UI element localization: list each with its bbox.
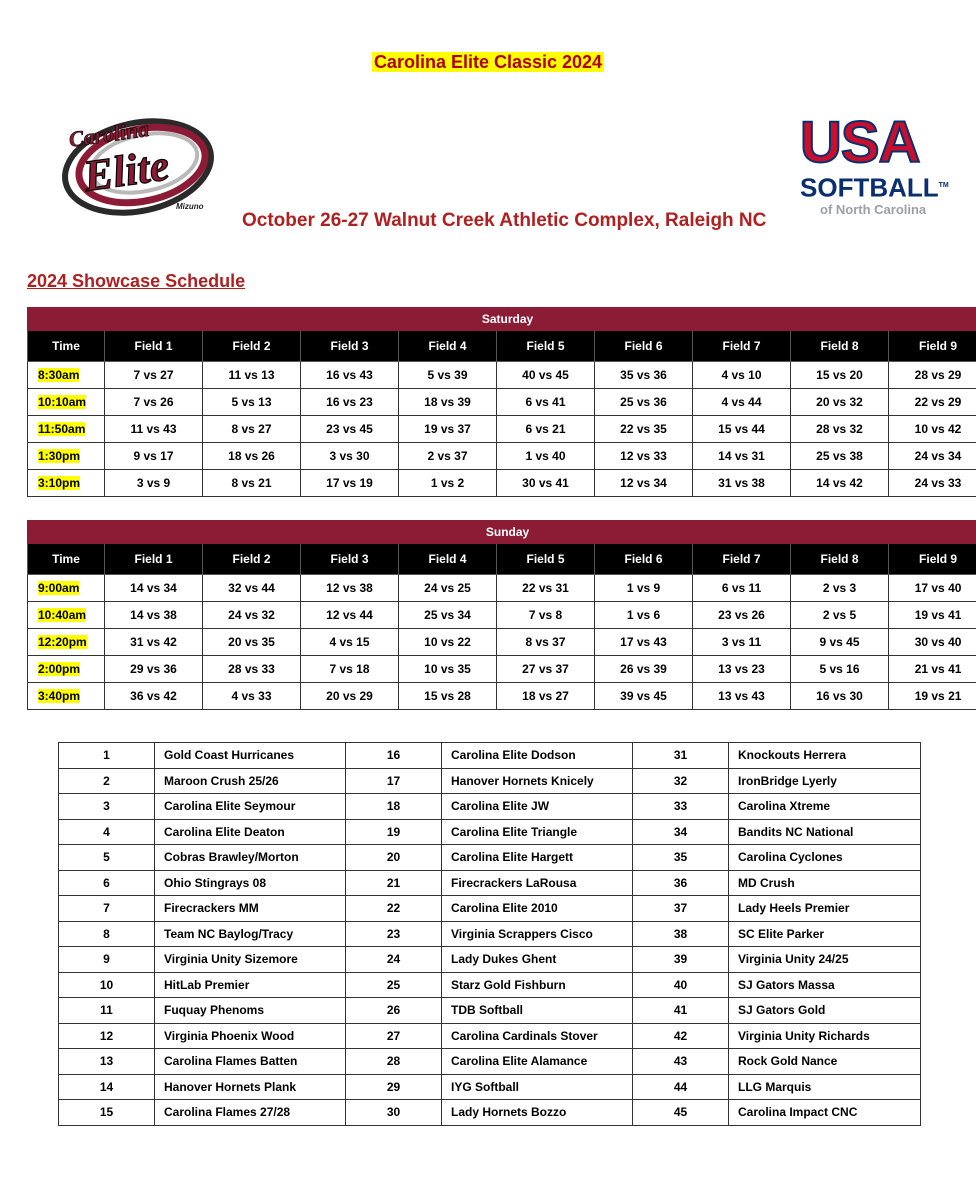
team-name: Team NC Baylog/Tracy xyxy=(155,921,346,947)
team-name: Hanover Hornets Plank xyxy=(155,1074,346,1100)
logo-maker: Mizuno xyxy=(176,202,204,211)
saturday-time-cell xyxy=(28,470,105,497)
saturday-column-header: Field 6 xyxy=(595,331,693,362)
saturday-matchup-cell: 19 vs 37 xyxy=(399,416,497,443)
team-row xyxy=(59,819,921,845)
saturday-matchup-cell: 12 vs 33 xyxy=(595,443,693,470)
sunday-time-cell xyxy=(28,602,105,629)
sunday-matchup-cell: 20 vs 35 xyxy=(203,629,301,656)
usa-softball-logo xyxy=(800,110,950,224)
sunday-time-cell xyxy=(28,656,105,683)
team-number: 39 xyxy=(633,947,729,973)
team-number: 14 xyxy=(59,1074,155,1100)
saturday-matchup-cell: 6 vs 41 xyxy=(497,389,595,416)
team-number: 8 xyxy=(59,921,155,947)
sunday-matchup-cell: 27 vs 37 xyxy=(497,656,595,683)
saturday-column-header: Field 2 xyxy=(203,331,301,362)
sunday-matchup-cell: 30 vs 40 xyxy=(889,629,976,656)
saturday-matchup-cell: 7 vs 26 xyxy=(105,389,203,416)
saturday-game-row xyxy=(28,443,976,470)
saturday-matchup-cell: 24 vs 34 xyxy=(889,443,976,470)
saturday-header-row xyxy=(28,331,976,362)
team-number: 34 xyxy=(633,819,729,845)
sunday-matchup-cell: 14 vs 38 xyxy=(105,602,203,629)
sunday-matchup-cell: 31 vs 42 xyxy=(105,629,203,656)
saturday-game-row xyxy=(28,362,976,389)
sunday-matchup-cell: 8 vs 37 xyxy=(497,629,595,656)
sunday-matchup-cell: 39 vs 45 xyxy=(595,683,693,710)
team-row xyxy=(59,794,921,820)
saturday-time-cell xyxy=(28,443,105,470)
team-row xyxy=(59,870,921,896)
team-name: SJ Gators Massa xyxy=(729,972,921,998)
team-name: Virginia Scrappers Cisco xyxy=(442,921,633,947)
team-number: 11 xyxy=(59,998,155,1024)
sunday-time-cell xyxy=(28,575,105,602)
usa-word: USA xyxy=(800,110,920,175)
saturday-matchup-cell: 15 vs 20 xyxy=(791,362,889,389)
team-name: Hanover Hornets Knicely xyxy=(442,768,633,794)
saturday-matchup-cell: 23 vs 45 xyxy=(301,416,399,443)
saturday-matchup-cell: 7 vs 27 xyxy=(105,362,203,389)
team-name: Firecrackers LaRousa xyxy=(442,870,633,896)
sunday-matchup-cell: 10 vs 22 xyxy=(399,629,497,656)
saturday-column-header: Field 3 xyxy=(301,331,399,362)
saturday-time-cell xyxy=(28,389,105,416)
saturday-matchup-cell: 40 vs 45 xyxy=(497,362,595,389)
sunday-column-header: Time xyxy=(28,544,105,575)
sunday-matchup-cell: 1 vs 6 xyxy=(595,602,693,629)
saturday-schedule-table xyxy=(27,307,976,497)
team-number: 10 xyxy=(59,972,155,998)
team-name: Carolina Cardinals Stover xyxy=(442,1023,633,1049)
sunday-game-row xyxy=(28,575,976,602)
time-label: 3:40pm xyxy=(38,689,81,703)
usa-subtitle: of North Carolina xyxy=(820,201,927,217)
schedule-heading: 2024 Showcase Schedule xyxy=(27,271,246,291)
logo-word-carolina: Carolina xyxy=(67,115,151,152)
saturday-matchup-cell: 18 vs 26 xyxy=(203,443,301,470)
team-name: Virginia Unity Richards xyxy=(729,1023,921,1049)
saturday-matchup-cell: 6 vs 21 xyxy=(497,416,595,443)
sunday-day-label: Sunday xyxy=(28,521,976,544)
sunday-matchup-cell: 4 vs 33 xyxy=(203,683,301,710)
team-number: 36 xyxy=(633,870,729,896)
softball-word: SOFTBALL xyxy=(800,172,939,203)
sunday-column-header: Field 7 xyxy=(693,544,791,575)
team-name: Carolina Elite Hargett xyxy=(442,845,633,871)
saturday-time-cell xyxy=(28,416,105,443)
team-number: 16 xyxy=(346,743,442,769)
sunday-matchup-cell: 4 vs 15 xyxy=(301,629,399,656)
saturday-matchup-cell: 18 vs 39 xyxy=(399,389,497,416)
team-number: 19 xyxy=(346,819,442,845)
team-row xyxy=(59,1049,921,1075)
sunday-matchup-cell: 12 vs 44 xyxy=(301,602,399,629)
team-row xyxy=(59,947,921,973)
team-row xyxy=(59,972,921,998)
sunday-matchup-cell: 26 vs 39 xyxy=(595,656,693,683)
sunday-column-header: Field 9 xyxy=(889,544,976,575)
team-name: Knockouts Herrera xyxy=(729,743,921,769)
sunday-matchup-cell: 7 vs 8 xyxy=(497,602,595,629)
saturday-matchup-cell: 31 vs 38 xyxy=(693,470,791,497)
team-number: 26 xyxy=(346,998,442,1024)
sunday-column-header: Field 1 xyxy=(105,544,203,575)
saturday-matchup-cell: 8 vs 21 xyxy=(203,470,301,497)
team-name: MD Crush xyxy=(729,870,921,896)
sunday-matchup-cell: 10 vs 35 xyxy=(399,656,497,683)
saturday-matchup-cell: 1 vs 2 xyxy=(399,470,497,497)
saturday-matchup-cell: 25 vs 36 xyxy=(595,389,693,416)
sunday-matchup-cell: 16 vs 30 xyxy=(791,683,889,710)
team-name: SJ Gators Gold xyxy=(729,998,921,1024)
sunday-matchup-cell: 21 vs 41 xyxy=(889,656,976,683)
team-row xyxy=(59,896,921,922)
team-number: 2 xyxy=(59,768,155,794)
time-label: 8:30am xyxy=(38,368,80,382)
team-number: 24 xyxy=(346,947,442,973)
team-row xyxy=(59,1100,921,1126)
team-name: SC Elite Parker xyxy=(729,921,921,947)
team-number: 23 xyxy=(346,921,442,947)
team-name: Carolina Elite Dodson xyxy=(442,743,633,769)
sunday-matchup-cell: 12 vs 38 xyxy=(301,575,399,602)
saturday-column-header: Field 5 xyxy=(497,331,595,362)
saturday-game-row xyxy=(28,416,976,443)
team-list-table xyxy=(58,742,921,1126)
saturday-column-header: Field 4 xyxy=(399,331,497,362)
team-number: 43 xyxy=(633,1049,729,1075)
team-row xyxy=(59,998,921,1024)
team-number: 22 xyxy=(346,896,442,922)
team-number: 40 xyxy=(633,972,729,998)
team-number: 3 xyxy=(59,794,155,820)
saturday-matchup-cell: 5 vs 13 xyxy=(203,389,301,416)
team-name: Carolina Elite Triangle xyxy=(442,819,633,845)
team-name: Carolina Xtreme xyxy=(729,794,921,820)
sunday-column-header: Field 3 xyxy=(301,544,399,575)
sunday-matchup-cell: 14 vs 34 xyxy=(105,575,203,602)
saturday-column-header: Field 1 xyxy=(105,331,203,362)
event-details: October 26-27 Walnut Creek Athletic Complex, Raleigh NC xyxy=(242,210,767,231)
sunday-matchup-cell: 19 vs 41 xyxy=(889,602,976,629)
sunday-matchup-cell: 6 vs 11 xyxy=(693,575,791,602)
saturday-column-header: Field 7 xyxy=(693,331,791,362)
team-name: Carolina Elite Alamance xyxy=(442,1049,633,1075)
team-number: 42 xyxy=(633,1023,729,1049)
sunday-matchup-cell: 32 vs 44 xyxy=(203,575,301,602)
team-name: Carolina Flames 27/28 xyxy=(155,1100,346,1126)
team-number: 21 xyxy=(346,870,442,896)
team-name: Carolina Elite 2010 xyxy=(442,896,633,922)
saturday-day-label: Saturday xyxy=(28,308,976,331)
saturday-game-row xyxy=(28,470,976,497)
sunday-header-row xyxy=(28,544,976,575)
logo-word-elite: Elite xyxy=(80,140,173,201)
team-number: 35 xyxy=(633,845,729,871)
time-label: 9:00am xyxy=(38,581,80,595)
team-number: 44 xyxy=(633,1074,729,1100)
saturday-matchup-cell: 30 vs 41 xyxy=(497,470,595,497)
saturday-game-row xyxy=(28,389,976,416)
sunday-column-header: Field 4 xyxy=(399,544,497,575)
team-number: 27 xyxy=(346,1023,442,1049)
carolina-elite-logo xyxy=(58,105,228,225)
saturday-matchup-cell: 22 vs 29 xyxy=(889,389,976,416)
sunday-matchup-cell: 5 vs 16 xyxy=(791,656,889,683)
saturday-column-header: Field 8 xyxy=(791,331,889,362)
saturday-matchup-cell: 8 vs 27 xyxy=(203,416,301,443)
saturday-matchup-cell: 9 vs 17 xyxy=(105,443,203,470)
team-number: 6 xyxy=(59,870,155,896)
team-name: Fuquay Phenoms xyxy=(155,998,346,1024)
team-row xyxy=(59,743,921,769)
sunday-time-cell xyxy=(28,629,105,656)
sunday-matchup-cell: 1 vs 9 xyxy=(595,575,693,602)
team-name: Cobras Brawley/Morton xyxy=(155,845,346,871)
saturday-matchup-cell: 11 vs 43 xyxy=(105,416,203,443)
sunday-game-row xyxy=(28,629,976,656)
sunday-matchup-cell: 2 vs 5 xyxy=(791,602,889,629)
saturday-matchup-cell: 28 vs 32 xyxy=(791,416,889,443)
team-row xyxy=(59,921,921,947)
time-label: 11:50am xyxy=(38,422,86,436)
saturday-matchup-cell: 22 vs 35 xyxy=(595,416,693,443)
team-name: Starz Gold Fishburn xyxy=(442,972,633,998)
team-number: 29 xyxy=(346,1074,442,1100)
sunday-matchup-cell: 18 vs 27 xyxy=(497,683,595,710)
sunday-matchup-cell: 36 vs 42 xyxy=(105,683,203,710)
sunday-matchup-cell: 17 vs 40 xyxy=(889,575,976,602)
team-name: Gold Coast Hurricanes xyxy=(155,743,346,769)
sunday-matchup-cell: 3 vs 11 xyxy=(693,629,791,656)
time-label: 12:20pm xyxy=(38,635,87,649)
team-name: Carolina Elite Deaton xyxy=(155,819,346,845)
sunday-matchup-cell: 29 vs 36 xyxy=(105,656,203,683)
sunday-time-cell xyxy=(28,683,105,710)
saturday-column-header: Field 9 xyxy=(889,331,976,362)
team-name: Maroon Crush 25/26 xyxy=(155,768,346,794)
sunday-matchup-cell: 28 vs 33 xyxy=(203,656,301,683)
sunday-matchup-cell: 17 vs 43 xyxy=(595,629,693,656)
team-name: TDB Softball xyxy=(442,998,633,1024)
team-number: 31 xyxy=(633,743,729,769)
saturday-matchup-cell: 16 vs 23 xyxy=(301,389,399,416)
team-row xyxy=(59,1074,921,1100)
team-number: 1 xyxy=(59,743,155,769)
team-number: 20 xyxy=(346,845,442,871)
sunday-matchup-cell: 7 vs 18 xyxy=(301,656,399,683)
saturday-matchup-cell: 4 vs 10 xyxy=(693,362,791,389)
team-name: Carolina Elite Seymour xyxy=(155,794,346,820)
saturday-matchup-cell: 4 vs 44 xyxy=(693,389,791,416)
team-number: 17 xyxy=(346,768,442,794)
team-name: Virginia Phoenix Wood xyxy=(155,1023,346,1049)
sunday-game-row xyxy=(28,602,976,629)
team-row xyxy=(59,768,921,794)
saturday-matchup-cell: 35 vs 36 xyxy=(595,362,693,389)
team-number: 45 xyxy=(633,1100,729,1126)
time-label: 3:10pm xyxy=(38,476,81,490)
team-number: 37 xyxy=(633,896,729,922)
team-name: Lady Dukes Ghent xyxy=(442,947,633,973)
team-name: Rock Gold Nance xyxy=(729,1049,921,1075)
team-name: Carolina Elite JW xyxy=(442,794,633,820)
saturday-matchup-cell: 20 vs 32 xyxy=(791,389,889,416)
sunday-column-header: Field 6 xyxy=(595,544,693,575)
saturday-matchup-cell: 28 vs 29 xyxy=(889,362,976,389)
sunday-game-row xyxy=(28,683,976,710)
team-number: 30 xyxy=(346,1100,442,1126)
saturday-matchup-cell: 2 vs 37 xyxy=(399,443,497,470)
saturday-matchup-cell: 24 vs 33 xyxy=(889,470,976,497)
sunday-matchup-cell: 25 vs 34 xyxy=(399,602,497,629)
sunday-matchup-cell: 23 vs 26 xyxy=(693,602,791,629)
sunday-matchup-cell: 15 vs 28 xyxy=(399,683,497,710)
saturday-matchup-cell: 16 vs 43 xyxy=(301,362,399,389)
team-name: Carolina Cyclones xyxy=(729,845,921,871)
team-name: Carolina Impact CNC xyxy=(729,1100,921,1126)
team-number: 38 xyxy=(633,921,729,947)
sunday-column-header: Field 2 xyxy=(203,544,301,575)
sunday-column-header: Field 5 xyxy=(497,544,595,575)
time-label: 2:00pm xyxy=(38,662,81,676)
sunday-game-row xyxy=(28,656,976,683)
saturday-matchup-cell: 11 vs 13 xyxy=(203,362,301,389)
team-name: Lady Hornets Bozzo xyxy=(442,1100,633,1126)
team-number: 25 xyxy=(346,972,442,998)
saturday-time-cell xyxy=(28,362,105,389)
team-name: IronBridge Lyerly xyxy=(729,768,921,794)
time-label: 1:30pm xyxy=(38,449,81,463)
sunday-matchup-cell: 24 vs 25 xyxy=(399,575,497,602)
title-text: Carolina Elite Classic 2024 xyxy=(373,52,603,72)
time-label: 10:40am xyxy=(38,608,87,622)
team-name: Firecrackers MM xyxy=(155,896,346,922)
saturday-column-header: Time xyxy=(28,331,105,362)
saturday-matchup-cell: 3 vs 30 xyxy=(301,443,399,470)
sunday-matchup-cell: 13 vs 43 xyxy=(693,683,791,710)
sunday-schedule-table xyxy=(27,520,976,710)
team-name: Carolina Flames Batten xyxy=(155,1049,346,1075)
saturday-matchup-cell: 25 vs 38 xyxy=(791,443,889,470)
sunday-matchup-cell: 24 vs 32 xyxy=(203,602,301,629)
team-name: Lady Heels Premier xyxy=(729,896,921,922)
sunday-matchup-cell: 22 vs 31 xyxy=(497,575,595,602)
sunday-column-header: Field 8 xyxy=(791,544,889,575)
team-number: 15 xyxy=(59,1100,155,1126)
team-number: 32 xyxy=(633,768,729,794)
sunday-day-row xyxy=(28,521,976,544)
saturday-matchup-cell: 1 vs 40 xyxy=(497,443,595,470)
trademark-mark: TM xyxy=(938,182,949,189)
saturday-matchup-cell: 15 vs 44 xyxy=(693,416,791,443)
team-name: LLG Marquis xyxy=(729,1074,921,1100)
team-row xyxy=(59,845,921,871)
team-number: 9 xyxy=(59,947,155,973)
sunday-matchup-cell: 9 vs 45 xyxy=(791,629,889,656)
team-number: 12 xyxy=(59,1023,155,1049)
saturday-day-row xyxy=(28,308,976,331)
team-name: Ohio Stingrays 08 xyxy=(155,870,346,896)
saturday-matchup-cell: 10 vs 42 xyxy=(889,416,976,443)
document-title xyxy=(0,52,976,73)
saturday-matchup-cell: 5 vs 39 xyxy=(399,362,497,389)
team-number: 7 xyxy=(59,896,155,922)
sunday-matchup-cell: 13 vs 23 xyxy=(693,656,791,683)
saturday-matchup-cell: 14 vs 42 xyxy=(791,470,889,497)
team-number: 13 xyxy=(59,1049,155,1075)
time-label: 10:10am xyxy=(38,395,87,409)
team-name: Virginia Unity 24/25 xyxy=(729,947,921,973)
saturday-matchup-cell: 17 vs 19 xyxy=(301,470,399,497)
team-number: 41 xyxy=(633,998,729,1024)
team-number: 33 xyxy=(633,794,729,820)
saturday-matchup-cell: 14 vs 31 xyxy=(693,443,791,470)
team-name: Bandits NC National xyxy=(729,819,921,845)
team-number: 4 xyxy=(59,819,155,845)
sunday-matchup-cell: 19 vs 21 xyxy=(889,683,976,710)
sunday-matchup-cell: 2 vs 3 xyxy=(791,575,889,602)
team-number: 28 xyxy=(346,1049,442,1075)
saturday-matchup-cell: 12 vs 34 xyxy=(595,470,693,497)
team-row xyxy=(59,1023,921,1049)
team-number: 18 xyxy=(346,794,442,820)
team-name: IYG Softball xyxy=(442,1074,633,1100)
team-name: Virginia Unity Sizemore xyxy=(155,947,346,973)
sunday-matchup-cell: 20 vs 29 xyxy=(301,683,399,710)
team-name: HitLab Premier xyxy=(155,972,346,998)
saturday-matchup-cell: 3 vs 9 xyxy=(105,470,203,497)
team-number: 5 xyxy=(59,845,155,871)
